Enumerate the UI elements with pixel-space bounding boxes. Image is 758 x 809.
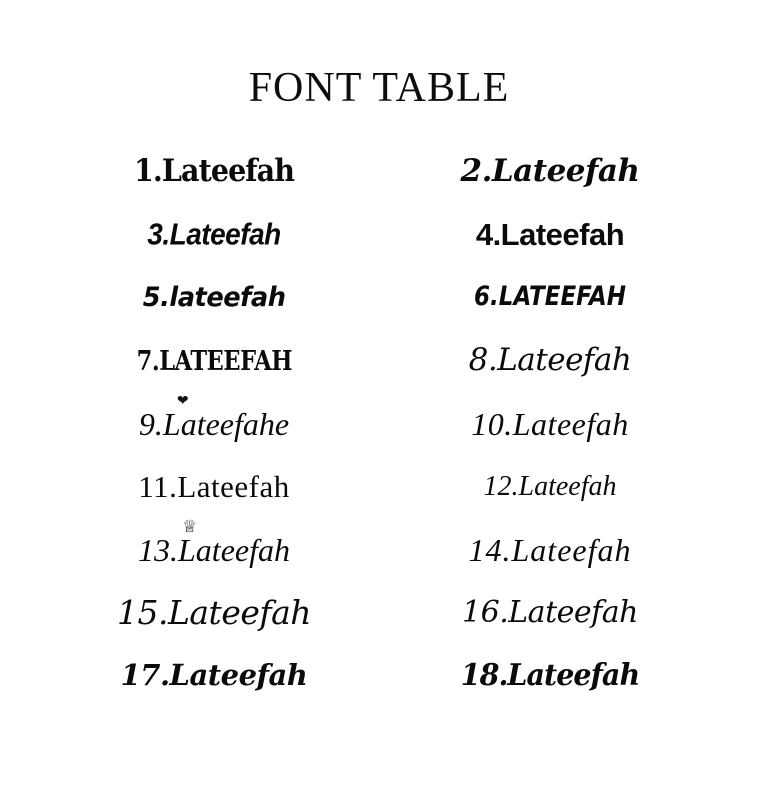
font-sample-13 [46, 518, 382, 581]
font-sample-2 [382, 140, 718, 203]
heart-icon: ❤ [176, 393, 189, 409]
font-sample-label: 5.lateefah [142, 282, 286, 313]
font-sample-4 [382, 203, 718, 266]
font-sample-label: 3.Lateefah [147, 217, 281, 251]
font-sample-5 [46, 266, 382, 329]
font-sample-11 [46, 455, 382, 518]
font-sample-label: 15.Lateefah [116, 593, 312, 632]
font-sample-label: 9.Lateefahe [138, 405, 290, 442]
font-sample-14 [382, 518, 718, 581]
font-sample-10 [382, 392, 718, 455]
font-sample-label: 18.Lateefah [460, 657, 640, 693]
font-sample-8 [382, 329, 718, 392]
font-sample-label: 4.Lateefah [475, 217, 625, 252]
font-sample-label: 16.Lateefah [462, 594, 638, 630]
font-sample-3 [46, 203, 382, 266]
font-sample-label: 14.Lateefah [468, 531, 632, 568]
font-sample-grid [46, 140, 718, 707]
font-sample-6 [382, 266, 718, 329]
font-sample-label: 17.Lateefah [120, 658, 308, 692]
font-sample-7 [46, 329, 382, 392]
font-sample-12 [382, 455, 718, 518]
font-sample-label: 10.Lateefah [471, 405, 629, 442]
font-sample-label: 13.Lateefah [138, 531, 290, 568]
font-sample-label: 1.Lateefah [133, 153, 295, 189]
crown-icon: ♕ [182, 518, 198, 536]
page-title: FONT TABLE [248, 65, 510, 111]
font-sample-17 [46, 644, 382, 707]
font-sample-label: 12.Lateefah [483, 470, 617, 502]
font-sample-1 [46, 140, 382, 203]
font-sample-9 [46, 392, 382, 455]
font-sample-label: 11.Lateefah [138, 469, 290, 504]
font-sample-label: 2.Lateefah [460, 153, 640, 189]
font-sample-label: 7.LATEEFAH [136, 344, 292, 377]
font-sample-16 [382, 581, 718, 644]
font-sample-15 [46, 581, 382, 644]
font-sample-label: 6.LATEEFAH [474, 281, 626, 312]
font-sample-18 [382, 644, 718, 707]
font-sample-label: 8.Lateefah [468, 342, 632, 378]
